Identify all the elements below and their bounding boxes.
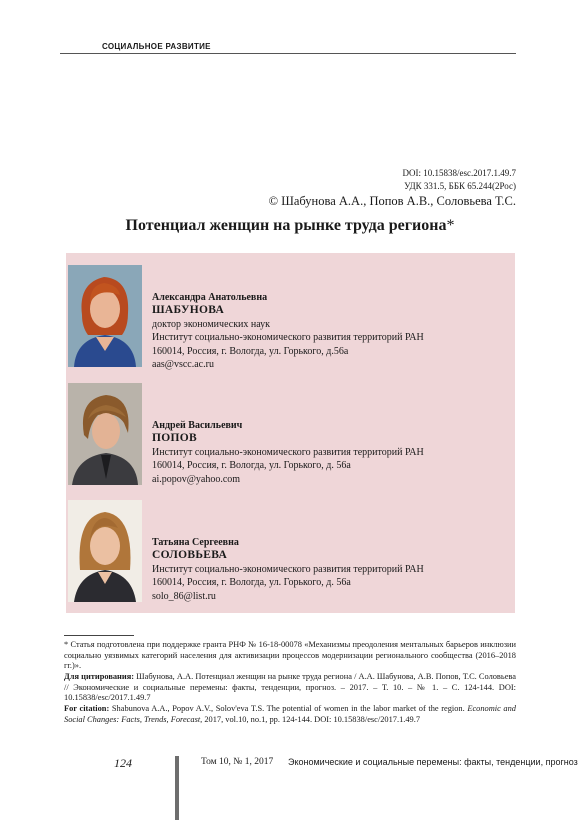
citation-en xyxy=(64,704,516,725)
author-institution: Институт социально-экономического развития территорий РАН xyxy=(152,446,424,458)
footer-bar xyxy=(175,756,179,820)
author-address: 160014, Россия, г. Вологда, ул. Горького, д. 56а xyxy=(152,577,351,589)
author-last-name: ШАБУНОВА xyxy=(152,304,225,317)
author-photo xyxy=(68,383,142,485)
copyright-authors: © Шабунова А.А., Попов А.В., Соловьева Т.С. xyxy=(268,194,516,208)
header-rule xyxy=(60,53,516,54)
title-text: Потенциал женщин на рынке труда региона xyxy=(125,217,447,234)
author-email: solo_86@list.ru xyxy=(152,590,216,602)
author-address: 160014, Россия, г. Вологда, ул. Горького, д.56а xyxy=(152,345,349,357)
author-info xyxy=(152,291,424,371)
citation-ru-label: Для цитирования: xyxy=(64,672,135,681)
author-photo xyxy=(68,500,142,602)
author-last-name: ПОПОВ xyxy=(152,432,197,445)
citation-ru xyxy=(64,672,516,704)
grant-footnote: * Статья подготовлена при поддержке гранта РНФ № 16-18-00078 «Механизмы преодоления ментальных барьеров инклюзии социально уязвимых категорий населения для активизации процессов модернизации регионального сообщества (2016–2018 гг.)». xyxy=(64,640,516,671)
citation-en-tail: , 2017, vol.10, no.1, pp. 124-144. DOI: 10.15838/esc/2017.1.49.7 xyxy=(200,714,421,724)
journal-name: Экономические и социальные перемены: факты, тенденции, прогноз xyxy=(288,757,578,767)
title-footnote-mark: * xyxy=(446,217,455,234)
journal-issue: Том 10, № 1, 2017 xyxy=(201,757,274,767)
authors-panel xyxy=(66,253,515,613)
doi: DOI: 10.15838/esc.2017.1.49.7 xyxy=(402,168,516,178)
citation-en-journal: Economic and Social Changes: Facts, Trends, Forecast xyxy=(64,704,516,724)
author-email: ai.popov@yahoo.com xyxy=(152,473,241,485)
footnote-rule xyxy=(64,635,134,636)
citation-ru-text: Шабунова, А.А. Потенциал женщин на рынке труда региона / А.А. Шабунова, А.В. Попов, Т.С. Соловьева // Экономические и социальные перемены: факты, тенденции, прогноз. – 2017. – Т. 10. – № 1. – С. 124-144. DOI: 10.15838/esc/2017.1.49.7 xyxy=(64,672,516,703)
author-degree: доктор экономических наук xyxy=(152,318,271,330)
udk: УДК 331.5, ББК 65.244(2Рос) xyxy=(404,181,516,191)
author-info xyxy=(152,419,424,486)
citation-en-text: Shabunova A.A., Popov A.V., Solov'eva T.S. The potential of women in the labor market of the region. xyxy=(109,704,468,713)
author-first-name: Александра Анатольевна xyxy=(152,292,268,303)
author-institution: Институт социально-экономического развития территорий РАН xyxy=(152,332,424,344)
author-first-name: Андрей Васильевич xyxy=(152,420,243,431)
author-last-name: СОЛОВЬЕВА xyxy=(152,549,228,562)
page-number: 124 xyxy=(114,756,132,770)
author-institution: Институт социально-экономического развития территорий РАН xyxy=(152,563,424,575)
author-address: 160014, Россия, г. Вологда, ул. Горького, д. 56а xyxy=(152,460,351,472)
article-title xyxy=(0,217,580,235)
author-photo xyxy=(68,265,142,367)
section-label: СОЦИАЛЬНОЕ РАЗВИТИЕ xyxy=(102,42,211,51)
author-first-name: Татьяна Сергеевна xyxy=(152,537,239,548)
citation-en-label: For citation: xyxy=(64,704,110,713)
author-info xyxy=(152,536,424,603)
author-email: aas@vscc.ac.ru xyxy=(152,359,214,371)
